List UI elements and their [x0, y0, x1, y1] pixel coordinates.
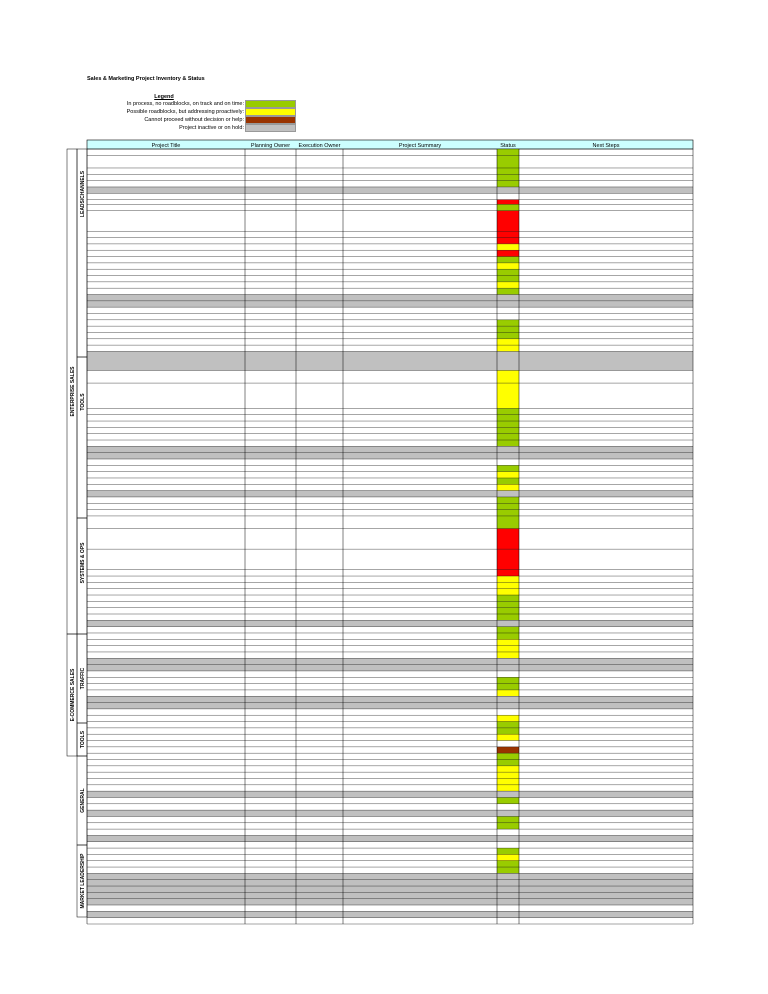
status-cell-gray — [497, 696, 519, 702]
status-cell-green — [497, 614, 519, 620]
inactive-row-fill — [87, 873, 693, 879]
status-cell-green — [497, 174, 519, 180]
header-next-steps: Next Steps — [592, 143, 620, 149]
table-row — [497, 582, 519, 588]
header-execution-owner: Execution Owner — [298, 143, 341, 149]
table-row — [87, 658, 693, 664]
table-row — [497, 677, 519, 683]
table-row — [87, 892, 693, 898]
status-cell-gray — [497, 791, 519, 797]
subgroup-tools: TOOLS — [80, 730, 86, 749]
status-cell-yellow — [497, 639, 519, 645]
status-cell-yellow — [497, 766, 519, 772]
table-row — [497, 440, 519, 446]
status-cell-gray — [497, 892, 519, 898]
status-cell-red — [497, 200, 519, 205]
table-row — [497, 155, 519, 168]
table-row — [497, 320, 519, 326]
table-row — [497, 627, 519, 633]
status-cell-gray — [497, 703, 519, 709]
status-cell-yellow — [497, 652, 519, 658]
table-row — [497, 785, 519, 791]
legend-label: In process, no roadblocks, on track and on time: — [126, 101, 244, 107]
table-row — [497, 576, 519, 582]
table-row — [497, 257, 519, 263]
table-row — [497, 816, 519, 822]
table-row — [87, 791, 693, 797]
status-cell-green — [497, 760, 519, 766]
header-planning-owner: Planning Owner — [250, 143, 291, 149]
table-row — [497, 465, 519, 471]
table-row — [87, 187, 693, 193]
status-cell-green — [497, 415, 519, 421]
table-row — [497, 250, 519, 256]
status-cell-green — [497, 516, 519, 529]
table-row — [87, 873, 693, 879]
status-cell-yellow — [497, 370, 519, 383]
status-cell-gray — [497, 620, 519, 626]
status-cell-green — [497, 465, 519, 471]
table-row — [87, 810, 693, 816]
status-cell-green — [497, 332, 519, 338]
table-row — [497, 848, 519, 854]
table-row — [497, 415, 519, 421]
status-cell-green — [497, 753, 519, 759]
group-label-1: E-COMMERCE SALES — [70, 668, 76, 722]
status-cell-gray — [497, 187, 519, 193]
status-cell-green — [497, 867, 519, 873]
table-row — [87, 835, 693, 841]
inactive-row-fill — [87, 810, 693, 816]
legend-label: Cannot proceed without decision or help: — [144, 117, 244, 123]
inactive-row-fill — [87, 892, 693, 898]
status-cell-gray — [497, 351, 519, 370]
table-row — [87, 665, 693, 671]
status-cell-green — [497, 510, 519, 516]
table-row — [497, 728, 519, 734]
status-cell-brown — [497, 747, 519, 753]
table-row — [497, 516, 519, 529]
status-cell-gray — [497, 873, 519, 879]
status-cell-green — [497, 601, 519, 607]
table-row — [497, 478, 519, 484]
status-cell-green — [497, 276, 519, 282]
status-cell-green — [497, 823, 519, 829]
table-row — [497, 601, 519, 607]
legend-label: Project inactive or on hold: — [179, 125, 244, 131]
table-row — [497, 529, 519, 550]
status-cell-green — [497, 797, 519, 803]
status-cell-yellow — [497, 484, 519, 490]
table-row — [497, 772, 519, 778]
table-row — [497, 383, 519, 408]
table-row — [497, 326, 519, 332]
status-cell-yellow — [497, 778, 519, 784]
legend-label: Possible roadblocks, but addressing proactively: — [126, 109, 244, 115]
table-row — [497, 370, 519, 383]
inactive-row-fill — [87, 295, 693, 301]
subgroup-general: GENERAL — [80, 788, 86, 813]
inactive-row-fill — [87, 453, 693, 459]
status-cell-green — [497, 320, 519, 326]
status-cell-yellow — [497, 785, 519, 791]
table-row — [497, 570, 519, 576]
table-row — [497, 238, 519, 244]
status-cell-gray — [497, 453, 519, 459]
status-cell-red — [497, 231, 519, 237]
status-cell-green — [497, 427, 519, 433]
table-row — [497, 595, 519, 601]
status-cell-green — [497, 326, 519, 332]
table-row — [497, 211, 519, 232]
status-cell-gray — [497, 658, 519, 664]
table-row — [497, 427, 519, 433]
status-cell-green — [497, 816, 519, 822]
status-cell-gray — [497, 491, 519, 497]
status-cell-yellow — [497, 263, 519, 269]
table-row — [497, 722, 519, 728]
inactive-row-fill — [87, 491, 693, 497]
table-row — [497, 646, 519, 652]
inactive-row-fill — [87, 886, 693, 892]
status-cell-yellow — [497, 339, 519, 345]
inactive-row-fill — [87, 899, 693, 905]
table-row — [87, 295, 693, 301]
header-status: Status — [500, 143, 516, 149]
status-cell-yellow — [497, 715, 519, 721]
status-cell-gray — [497, 899, 519, 905]
status-cell-green — [497, 434, 519, 440]
table-row — [497, 484, 519, 490]
status-cell-gray — [497, 880, 519, 886]
table-row — [497, 168, 519, 174]
table-row — [497, 690, 519, 696]
table-row — [497, 715, 519, 721]
inactive-row-fill — [87, 791, 693, 797]
table-row — [497, 503, 519, 509]
table-row — [87, 703, 693, 709]
status-cell-green — [497, 503, 519, 509]
status-cell-red — [497, 250, 519, 256]
table-row — [497, 760, 519, 766]
status-cell-yellow — [497, 589, 519, 595]
status-cell-gray — [497, 301, 519, 307]
table-row — [87, 301, 693, 307]
table-row — [497, 288, 519, 294]
status-cell-red — [497, 211, 519, 232]
status-cell-gray — [497, 835, 519, 841]
status-cell-green — [497, 608, 519, 614]
status-cell-green — [497, 155, 519, 168]
subgroup-cell — [77, 357, 87, 518]
table-row — [497, 589, 519, 595]
header-project-title: Project Title — [151, 143, 181, 149]
status-cell-yellow — [497, 345, 519, 351]
status-cell-green — [497, 684, 519, 690]
status-cell-red — [497, 529, 519, 550]
status-cell-gray — [497, 911, 519, 917]
table-row — [497, 269, 519, 275]
status-cell-yellow — [497, 472, 519, 478]
inactive-row-fill — [87, 351, 693, 370]
status-cell-green — [497, 149, 519, 155]
table-row — [497, 421, 519, 427]
status-cell-yellow — [497, 282, 519, 288]
table-row — [497, 633, 519, 639]
status-cell-gray — [497, 295, 519, 301]
table-row — [497, 339, 519, 345]
status-cell-yellow — [497, 383, 519, 408]
table-row — [87, 491, 693, 497]
inactive-row-fill — [87, 187, 693, 193]
table-row — [87, 696, 693, 702]
table-row — [497, 434, 519, 440]
table-row — [497, 753, 519, 759]
table-row — [497, 332, 519, 338]
inactive-row-fill — [87, 703, 693, 709]
table-row — [87, 620, 693, 626]
table-row — [497, 345, 519, 351]
table-row — [87, 899, 693, 905]
group-label-0: ENTERPRISE SALES — [70, 366, 76, 417]
subgroup-leads-channels: LEADS/CHANNELS — [80, 170, 86, 218]
table-row — [497, 200, 519, 205]
status-cell-green — [497, 181, 519, 187]
status-cell-green — [497, 861, 519, 867]
status-cell-red — [497, 549, 519, 570]
inactive-row-fill — [87, 620, 693, 626]
status-cell-green — [497, 728, 519, 734]
table-row — [497, 149, 519, 155]
status-cell-green — [497, 288, 519, 294]
subgroup-tools: TOOLS — [80, 393, 86, 411]
table-row — [497, 797, 519, 803]
table-row — [497, 497, 519, 503]
status-cell-yellow — [497, 690, 519, 696]
table-row — [497, 867, 519, 873]
inactive-row-fill — [87, 911, 693, 917]
table-row — [87, 453, 693, 459]
table-row — [497, 639, 519, 645]
subgroup-systems-ops: SYSTEMS & OPS — [80, 542, 86, 584]
table-row — [87, 446, 693, 452]
subgroup-market-leadership: MARKET LEADERSHIP — [80, 853, 86, 909]
status-cell-green — [497, 478, 519, 484]
status-cell-green — [497, 421, 519, 427]
table-row — [497, 263, 519, 269]
status-cell-green — [497, 408, 519, 414]
status-cell-yellow — [497, 244, 519, 250]
status-cell-gray — [497, 665, 519, 671]
status-cell-green — [497, 633, 519, 639]
inactive-row-fill — [87, 665, 693, 671]
status-cell-green — [497, 204, 519, 210]
status-cell-green — [497, 722, 519, 728]
table-row — [497, 778, 519, 784]
status-cell-gray — [497, 810, 519, 816]
inactive-row-fill — [87, 658, 693, 664]
table-row — [497, 244, 519, 250]
status-cell-yellow — [497, 734, 519, 740]
status-cell-yellow — [497, 646, 519, 652]
table-row — [497, 408, 519, 414]
table-row — [497, 608, 519, 614]
inactive-row-fill — [87, 835, 693, 841]
table-row — [87, 911, 693, 917]
sheet-title: Sales & Marketing Project Inventory & Status — [87, 76, 205, 82]
table-row — [497, 747, 519, 753]
table-row — [497, 823, 519, 829]
status-cell-green — [497, 627, 519, 633]
status-cell-green — [497, 595, 519, 601]
status-cell-green — [497, 168, 519, 174]
status-cell-red — [497, 238, 519, 244]
status-cell-green — [497, 269, 519, 275]
status-cell-yellow — [497, 854, 519, 860]
legend-heading: Legend — [154, 94, 174, 100]
table-row — [497, 734, 519, 740]
inactive-row-fill — [87, 301, 693, 307]
table-row — [87, 880, 693, 886]
status-cell-green — [497, 497, 519, 503]
table-row — [497, 181, 519, 187]
table-row — [497, 282, 519, 288]
table-row — [497, 231, 519, 237]
header-project-summary: Project Summary — [398, 143, 442, 149]
table-row — [497, 174, 519, 180]
table-row — [497, 549, 519, 570]
table-row — [497, 614, 519, 620]
table-row — [497, 510, 519, 516]
status-cell-gray — [497, 886, 519, 892]
table-row — [87, 886, 693, 892]
inactive-row-fill — [87, 880, 693, 886]
table-row — [497, 766, 519, 772]
status-cell-yellow — [497, 772, 519, 778]
status-cell-gray — [497, 446, 519, 452]
table-row — [497, 472, 519, 478]
table-row — [497, 854, 519, 860]
table-row — [497, 204, 519, 210]
inactive-row-fill — [87, 446, 693, 452]
table-row — [497, 861, 519, 867]
status-cell-green — [497, 257, 519, 263]
table-row — [87, 351, 693, 370]
subgroup-traffic: TRAFFIC — [80, 667, 86, 690]
table-row — [497, 652, 519, 658]
status-cell-green — [497, 440, 519, 446]
inactive-row-fill — [87, 696, 693, 702]
status-cell-green — [497, 677, 519, 683]
status-cell-yellow — [497, 582, 519, 588]
status-cell-green — [497, 848, 519, 854]
table-row — [497, 276, 519, 282]
status-cell-yellow — [497, 576, 519, 582]
table-row — [497, 684, 519, 690]
status-cell-red — [497, 570, 519, 576]
